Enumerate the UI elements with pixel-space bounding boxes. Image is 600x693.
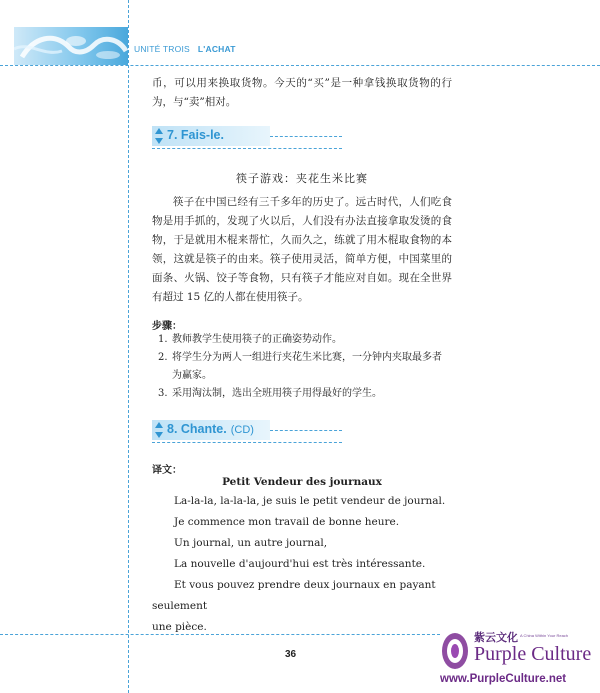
step-item: 2. 将学生分为两人一组进行夹花生米比赛，一分钟内夹取最多者为赢家。 (158, 352, 442, 381)
intro-paragraph: 币，可以用来换取货物。今天的“买”是一种拿钱换取货物的行为，与“卖”相对。 (152, 77, 452, 108)
lyric-line: Je commence mon travail de bonne heure. (174, 516, 400, 528)
lyric-line: Un journal, un autre journal, (174, 537, 328, 549)
watermark-tagline: A China Within Your Reach (520, 633, 569, 638)
lyric-line: une pièce. (152, 621, 207, 633)
header-rule (0, 65, 600, 66)
lyric-line: La-la-la, la-la-la, je suis le petit vendeur de journal. (174, 495, 446, 507)
lyric-line: La nouvelle d'aujourd'hui est très intéressante. (174, 558, 426, 570)
lyric-line: Et vous pouvez prendre deux journaux en payant seulement (152, 579, 436, 612)
purple-culture-logo-icon (440, 631, 470, 671)
step-item: 3. 采用淘汰制，选出全班用筷子用得最好的学生。 (158, 388, 382, 399)
chapter-label: L'ACHAT (197, 44, 236, 54)
steps-list (158, 331, 448, 403)
section-arrow-icon (155, 422, 163, 438)
watermark-brand: Purple Culture (474, 643, 592, 665)
section-arrow-icon (155, 128, 163, 144)
watermark-cn: 紫云文化 (474, 631, 518, 644)
section-8-title: 8. Chante. (CD) (167, 422, 254, 436)
translation-label: 译文： (152, 465, 182, 476)
chopsticks-paragraph: 筷子在中国已经有三千多年的历史了。远古时代，人们吃食物是用手抓的，发现了火以后，人们没有办法直接拿取发烫的食物，于是就用木棍来帮忙，久而久之，练就了用木棍取食物的本领，这就是筷子的由来。筷子使用灵活，简单方便，中国菜里的面条、火锅、饺子等食物，只有筷子才能应对自如。现在全世界有超过 15 亿的人都在使用筷子。 (152, 196, 452, 303)
watermark-url: www.PurpleCulture.net (440, 673, 567, 685)
margin-line (128, 0, 129, 693)
song-lyrics (152, 491, 452, 638)
game-title: 筷子游戏：夹花生米比赛 (236, 172, 368, 185)
header-decoration (14, 27, 128, 65)
footer-rule (0, 634, 440, 635)
steps-label: 步骤： (152, 321, 182, 332)
section-7-title: 7. Fais-le. (167, 128, 224, 142)
unit-label: UNITÉ TROIS (134, 44, 190, 54)
cd-label: (CD) (230, 424, 254, 436)
page-number: 36 (285, 649, 297, 660)
song-title: Petit Vendeur des journaux (222, 476, 382, 488)
running-header (134, 44, 236, 54)
section-8-header (152, 420, 342, 440)
watermark (436, 629, 600, 693)
section-7-header (152, 126, 342, 146)
step-item: 1. 教师教学生使用筷子的正确姿势动作。 (158, 334, 342, 345)
